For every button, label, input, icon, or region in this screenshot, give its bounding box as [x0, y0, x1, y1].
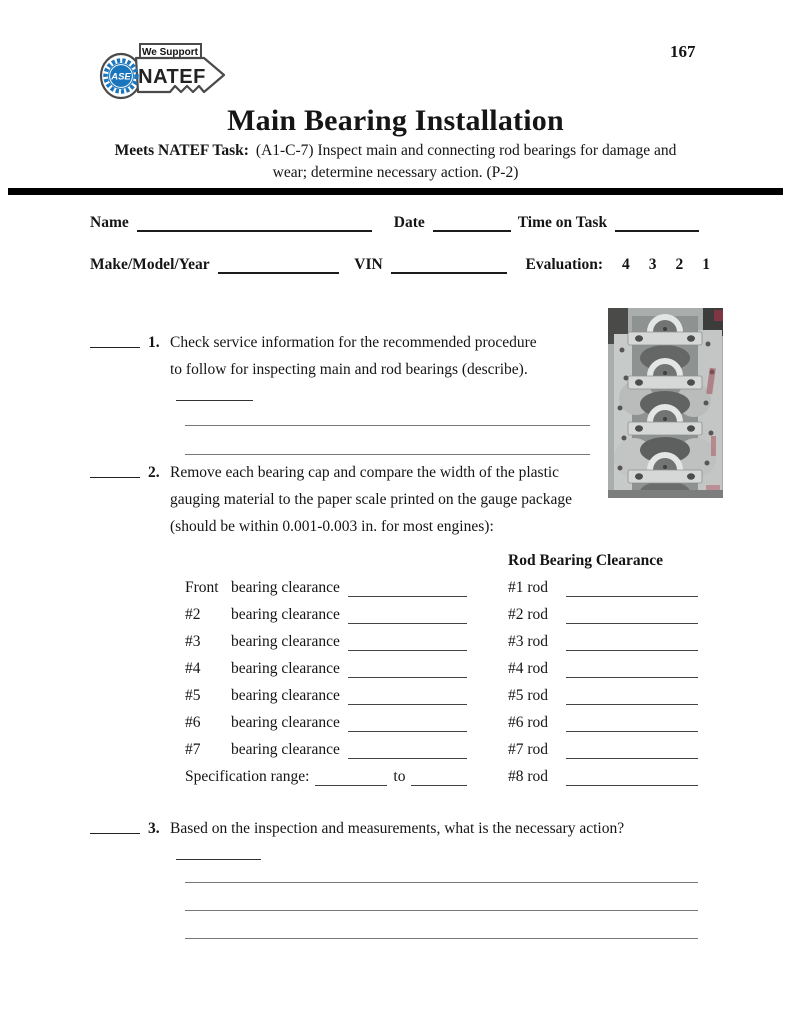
rod-row-label: #1 rod [508, 579, 549, 596]
clearance-row-prefix: #7 [185, 741, 201, 758]
rod-row-label: #8 rod [508, 768, 549, 785]
rod-row [508, 678, 698, 705]
ase-logo-text: ASE [111, 71, 131, 83]
rod-blank-line [566, 717, 698, 732]
clearance-row-prefix: #2 [185, 606, 201, 623]
clearance-row [185, 732, 467, 759]
page-title: Main Bearing Installation [227, 104, 564, 137]
clearance-row-prefix: Front [185, 579, 219, 596]
write-line [185, 883, 698, 911]
clearance-row-prefix: #4 [185, 660, 201, 677]
rod-blank-line [566, 663, 698, 678]
time-on-task-label: Time on Task [517, 214, 608, 231]
clearance-row [185, 624, 467, 651]
clearance-row [185, 651, 467, 678]
rod-row-label: #5 rod [508, 687, 549, 704]
student-info-row [90, 212, 710, 232]
clearance-blank-line [348, 744, 467, 759]
rod-blank-line [566, 636, 698, 651]
clearance-row [185, 597, 467, 624]
name-label: Name [90, 214, 129, 231]
clearance-row-prefix: #5 [185, 687, 201, 704]
task-1-write-lines [185, 410, 602, 455]
clearance-blank-line [348, 636, 467, 651]
clearance-row-prefix: #6 [185, 714, 201, 731]
task-3-number: 3. [148, 820, 160, 837]
clearance-row-label: bearing clearance [231, 579, 340, 596]
rod-row [508, 705, 698, 732]
write-line [185, 410, 590, 426]
rod-row [508, 651, 698, 678]
clearance-row-label: bearing clearance [231, 660, 340, 677]
task-3-answer-blank [176, 846, 261, 860]
clearance-row-label: bearing clearance [231, 714, 340, 731]
natef-task-line [0, 141, 791, 160]
clearance-blank-line [348, 582, 467, 597]
rod-blank-line [566, 744, 698, 759]
clearance-row-label: bearing clearance [231, 606, 340, 623]
spec-from-blank-line [315, 771, 387, 786]
task-item-1 [90, 329, 602, 455]
rod-row-label: #7 rod [508, 741, 549, 758]
natef-task-line-2: wear; determine necessary action. (P-2) [272, 164, 519, 181]
date-blank-line [433, 215, 511, 232]
task-item-2 [90, 459, 620, 540]
title-block [0, 104, 791, 182]
task-3-line-1: Based on the inspection and measurements, what is the necessary action? [170, 820, 625, 837]
specification-range-label: Specification range: [185, 768, 310, 785]
clearance-row-label: bearing clearance [231, 633, 340, 650]
meets-natef-task-label: Meets NATEF Task: [114, 142, 249, 159]
write-line [185, 869, 698, 883]
clearance-blank-line [348, 690, 467, 705]
engine-block-photo-image [608, 308, 723, 498]
rod-row [508, 570, 698, 597]
task-2-text [170, 459, 620, 540]
natef-key-logo-image [98, 38, 228, 102]
rod-row-label: #4 rod [508, 660, 549, 677]
natef-task-text: (A1-C-7) Inspect main and connecting rod bearings for damage and [255, 142, 677, 159]
task-2-number: 2. [148, 464, 160, 481]
task-2-line-2: gauging material to the paper scale printed on the gauge package [170, 491, 572, 508]
natef-logo [98, 38, 228, 102]
task-item-3 [90, 815, 710, 939]
clearance-blank-line [348, 717, 467, 732]
date-label: Date [393, 214, 425, 231]
evaluation-score-1: 1 [702, 256, 710, 273]
clearance-row [185, 705, 467, 732]
task-1-answer-blank [176, 387, 253, 401]
vin-blank-line [391, 257, 508, 274]
spec-to-blank-line [411, 771, 467, 786]
rod-row-label: #6 rod [508, 714, 549, 731]
evaluation-label: Evaluation: [525, 256, 603, 273]
rod-blank-line [566, 582, 698, 597]
clearance-blank-line [348, 609, 467, 624]
rod-bearing-clearance-header: Rod Bearing Clearance [508, 552, 663, 569]
clearance-row-label: bearing clearance [231, 687, 340, 704]
rod-row-label: #2 rod [508, 606, 549, 623]
time-on-task-blank-line [615, 215, 699, 232]
task-1-line-2: to follow for inspecting main and rod bearings (describe). [170, 361, 528, 378]
rod-row [508, 624, 698, 651]
task-3-write-lines [185, 869, 710, 939]
name-blank-line [137, 215, 372, 232]
task-1-grade-blank [90, 329, 140, 348]
header-divider-rule [8, 188, 783, 195]
clearance-blank-line [348, 663, 467, 678]
logo-we-support-text: We Support [142, 47, 198, 58]
task-2-line-1: Remove each bearing cap and compare the width of the plastic [170, 464, 560, 481]
clearance-row [185, 570, 467, 597]
task-3-grade-blank [90, 815, 140, 834]
evaluation-score-2: 2 [675, 256, 684, 273]
vehicle-info-row [90, 254, 710, 274]
task-2-line-3: (should be within 0.001-0.003 in. for most engines): [170, 518, 494, 535]
main-bearing-clearance-column [185, 570, 467, 786]
evaluation-score-4: 4 [622, 256, 630, 273]
rod-row [508, 759, 698, 786]
rod-bearing-clearance-column [508, 543, 698, 786]
vin-label: VIN [354, 256, 383, 273]
task-1-line-1: Check service information for the recommended procedure [170, 334, 537, 351]
clearance-row [185, 678, 467, 705]
spec-to-label: to [393, 768, 406, 785]
evaluation-score-3: 3 [648, 256, 657, 273]
rod-blank-line [566, 771, 698, 786]
task-3-text [170, 815, 710, 869]
clearance-row-label: bearing clearance [231, 741, 340, 758]
task-1-text [170, 329, 602, 410]
write-line [185, 911, 698, 939]
make-model-year-label: Make/Model/Year [90, 256, 210, 273]
make-model-year-blank-line [218, 257, 340, 274]
page-number: 167 [670, 42, 696, 61]
specification-range-row [185, 759, 467, 786]
logo-natef-text: NATEF [138, 66, 206, 88]
write-line [185, 426, 590, 455]
clearance-row-prefix: #3 [185, 633, 201, 650]
rod-row-label: #3 rod [508, 633, 549, 650]
rod-row [508, 597, 698, 624]
rod-blank-line [566, 609, 698, 624]
rod-blank-line [566, 690, 698, 705]
task-2-grade-blank [90, 459, 140, 478]
rod-row [508, 732, 698, 759]
engine-block-photo [608, 308, 723, 498]
task-1-number: 1. [148, 334, 160, 351]
